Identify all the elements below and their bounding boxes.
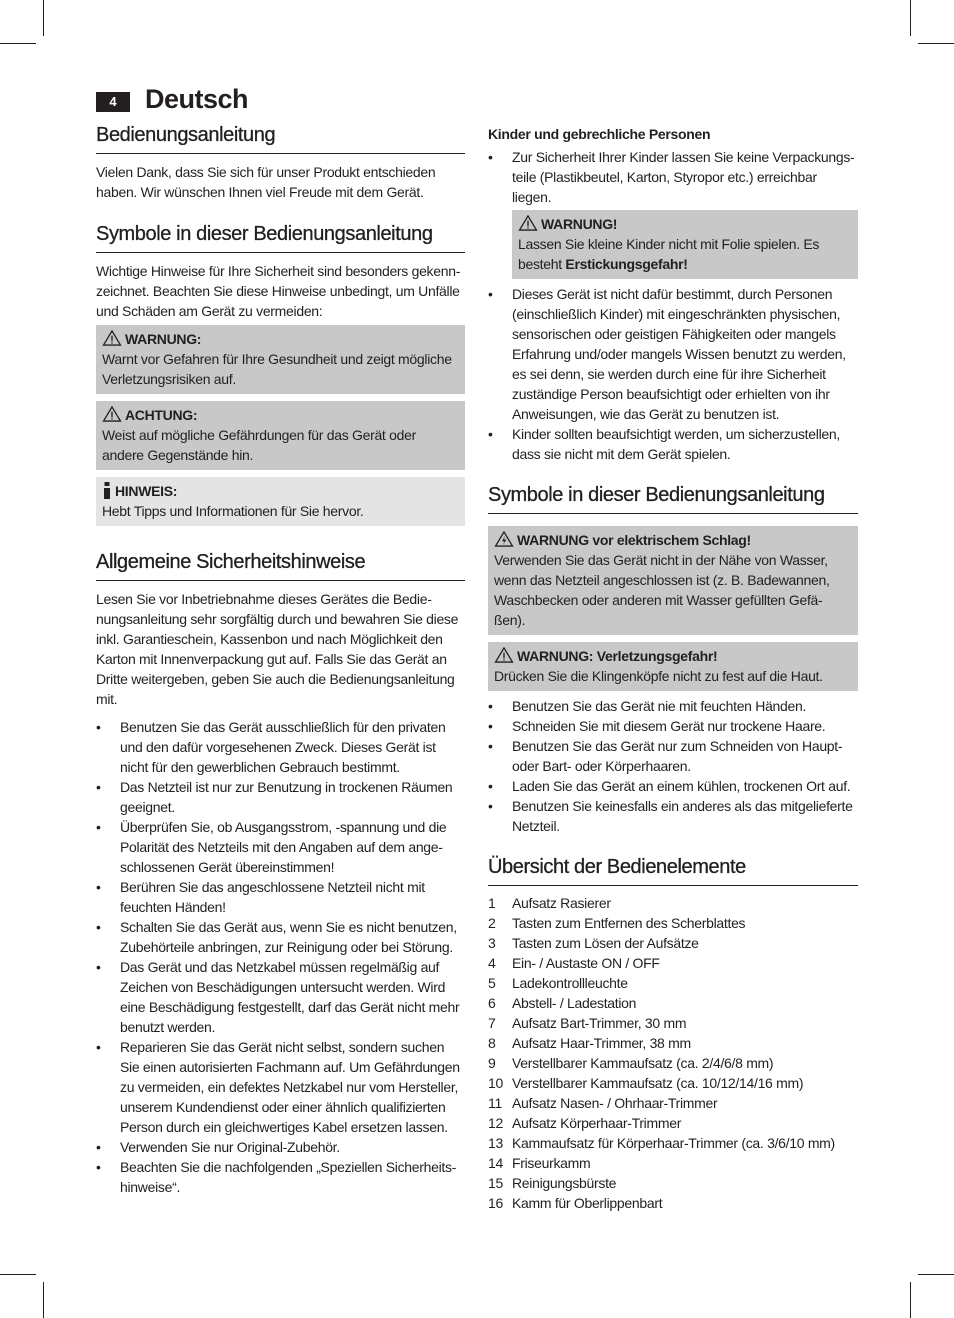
note-label: HINWEIS: [115, 483, 178, 499]
list-item: • Kinder sollten beaufsichtigt werden, um sicherzustellen, dass sie nicht mit dem Gerät spielen. [488, 424, 858, 464]
item-text: Aufsatz Nasen- / Ohrhaar-Trimmer [512, 1095, 718, 1111]
item-text: Verstellbarer Kammaufsatz (ca. 2/4/6/8 mm) [512, 1055, 774, 1071]
warning-text: Verwenden Sie das Gerät nicht in der Nähe von Wasser, wenn das Netzteil angeschlossen ist (z. B. Badewannen, Waschbecken oder anderen mit Wasser gefüllten Gefä-ßen). [494, 552, 830, 628]
caution-box [96, 401, 465, 470]
item-text: Reinigungsbürste [512, 1175, 617, 1191]
section-bedienungsanleitung [96, 124, 465, 202]
item-number: 8 [488, 1035, 496, 1051]
section-title: Symbole in dieser Bedienungsanleitung [96, 223, 465, 253]
section-title: Symbole in dieser Bedienungsanleitung [488, 484, 858, 514]
warning-label: WARNUNG vor elektrischem Schlag! [517, 532, 751, 548]
item-number: 16 [488, 1195, 503, 1211]
crop-mark [0, 1274, 36, 1275]
caution-triangle-icon [102, 406, 122, 422]
warning-text: Drücken Sie die Klingenköpfe nicht zu fest auf die Haut. [494, 668, 823, 684]
warning-emphasis: Erstickungsgefahr! [565, 256, 688, 272]
item-number: 1 [488, 895, 496, 911]
warning-label: WARNUNG: [125, 331, 202, 347]
list-item [488, 993, 858, 1013]
safety-list [96, 717, 465, 1197]
language-title: Deutsch [145, 84, 249, 114]
crop-mark [918, 1274, 954, 1275]
list-item: • Überprüfen Sie, ob Ausgangsstrom, -spannung und die Polarität des Netzteils mit den Angaben auf dem ange-schlossenen Gerät übereinstimmen! [96, 817, 465, 877]
list-item: • Das Netzteil ist nur zur Benutzung in trockenen Räumen geeignet. [96, 777, 465, 817]
list-item: • Schalten Sie das Gerät aus, wenn Sie es nicht benutzen, Zubehörteile anbringen, zur Reinigung oder bei Störung. [96, 917, 465, 957]
warning-box [96, 325, 465, 394]
item-number: 4 [488, 955, 496, 971]
parts-list [488, 893, 858, 1213]
item-number: 11 [488, 1095, 502, 1111]
list-item [488, 973, 858, 993]
list-item [488, 1033, 858, 1053]
warning-text: Warnt vor Gefahren für Ihre Gesundheit und zeigt mögliche Verletzungsrisiken auf. [102, 351, 452, 387]
list-item [488, 953, 858, 973]
list-item [488, 1053, 858, 1073]
warning-triangle-icon [518, 215, 538, 231]
note-text: Hebt Tipps und Informationen für Sie hervor. [102, 503, 364, 519]
item-text: Kammaufsatz für Körperhaar-Trimmer (ca. 3/6/10 mm) [512, 1135, 835, 1151]
list-item: • Beachten Sie die nachfolgenden „Speziellen Sicherheits-hinweise“. [96, 1157, 465, 1197]
item-text: Tasten zum Lösen der Aufsätze [512, 935, 699, 951]
crop-mark [0, 43, 36, 44]
note-box [96, 477, 465, 526]
subheading: Kinder und gebrechliche Personen [488, 126, 711, 142]
symbols-list [488, 696, 858, 836]
item-text: Ladekontrollleuchte [512, 975, 628, 991]
safety-intro-text: Lesen Sie vor Inbetriebnahme dieses Gerätes die Bedie-nungsanleitung sehr sorgfältig durch und bewahren Sie diese inkl. Garantieschein, Kassenbon und nach Möglichkeit den Karton mit Innenverpackung gut auf. Falls Sie das Gerät an Dritte weitergeben, geben Sie auch die Bedienungsanleitung mit. [96, 591, 459, 707]
item-number: 5 [488, 975, 496, 991]
item-text: Ein- / Austaste ON / OFF [512, 955, 660, 971]
warning-label: WARNUNG! [541, 216, 618, 232]
crop-mark [43, 1282, 44, 1318]
list-item: • Reparieren Sie das Gerät nicht selbst, sondern suchen Sie einen autorisierten Fachmann auf. Um Gefährdungen zu vermeiden, ein defektes Netzkabel nur vom Hersteller, unserem Kundendienst oder einer ähnlich qualifizierten Person durch ein gleichwertiges Kabel ersetzen lassen. [96, 1037, 465, 1137]
section-children [488, 124, 858, 207]
item-number: 14 [488, 1155, 503, 1171]
list-item: • Benutzen Sie das Gerät nur zum Schneiden von Haupt- oder Bart- oder Körperhaaren. [488, 736, 858, 776]
crop-mark [43, 0, 44, 36]
list-item: • Benutzen Sie das Gerät ausschließlich für den privaten und den dafür vorgesehenen Zweck. Dieses Gerät ist nicht für den gewerblichen Gebrauch bestimmt. [96, 717, 465, 777]
item-text: Abstell- / Ladestation [512, 995, 637, 1011]
list-item [488, 1133, 858, 1153]
intro-text: Vielen Dank, dass Sie sich für unser Produkt entschieden haben. Wir wünschen Ihnen viel Freude mit dem Gerät. [96, 164, 436, 200]
children-list-more [488, 284, 858, 464]
symbols-list-wrap [488, 696, 858, 836]
list-item: • Berühren Sie das angeschlossene Netzteil nicht mit feuchten Händen! [96, 877, 465, 917]
list-item: • Schneiden Sie mit diesem Gerät nur trockene Haare. [488, 716, 858, 736]
section-title: Bedienungsanleitung [96, 124, 465, 154]
section-overview [488, 856, 858, 1213]
warning-triangle-icon [494, 647, 514, 663]
crop-mark [918, 43, 954, 44]
list-item: • Dieses Gerät ist nicht dafür bestimmt, durch Personen (einschließlich Kinder) mit eingeschränkten physischen, sensorischen oder geistigen Fähigkeiten oder mangels Erfahrung und/oder mangels Wissen benutzt zu werden, es sei denn, sie werden durch eine für ihre Sicherheit zuständige Person beaufsichtigt oder erhielten von ihr Anweisungen, wie das Gerät zu benutzen ist. [488, 284, 858, 424]
item-number: 13 [488, 1135, 503, 1151]
item-number: 12 [488, 1115, 503, 1131]
info-icon [102, 482, 112, 499]
item-number: 6 [488, 995, 496, 1011]
children-warning-box [512, 210, 858, 279]
list-item: • Benutzen Sie keinesfalls ein anderes als das mitgelieferte Netzteil. [488, 796, 858, 836]
item-number: 3 [488, 935, 496, 951]
list-item [488, 1193, 858, 1213]
warning-triangle-icon [102, 330, 122, 346]
item-text: Aufsatz Körperhaar-Trimmer [512, 1115, 682, 1131]
list-item [488, 1173, 858, 1193]
warning-label: WARNUNG: Verletzungsgefahr! [517, 648, 718, 664]
section-title: Übersicht der Bedienelemente [488, 856, 858, 886]
section-general-safety [96, 551, 465, 1197]
page-number: 4 [96, 92, 130, 112]
list-item: • Das Gerät und das Netzkabel müssen regelmäßig auf Zeichen von Beschädigungen untersucht werden. Wird eine Beschädigung festgestellt, darf das Gerät nicht mehr benutzt werden. [96, 957, 465, 1037]
caution-text: Weist auf mögliche Gefährdungen für das Gerät oder andere Gegenstände hin. [102, 427, 416, 463]
caution-label: ACHTUNG: [125, 407, 198, 423]
item-text: Aufsatz Bart-Trimmer, 30 mm [512, 1015, 687, 1031]
item-number: 10 [488, 1075, 503, 1091]
warning-text: Lassen Sie kleine Kinder nicht mit Folie spielen. Es besteht [518, 236, 820, 272]
item-number: 7 [488, 1015, 496, 1031]
section-title: Allgemeine Sicherheitshinweise [96, 551, 465, 581]
list-item [488, 913, 858, 933]
children-list [488, 147, 858, 207]
list-item: • Benutzen Sie das Gerät nie mit feuchten Händen. [488, 696, 858, 716]
item-text: Aufsatz Rasierer [512, 895, 611, 911]
crop-mark [910, 0, 911, 36]
item-text: Verstellbarer Kammaufsatz (ca. 10/12/14/16 mm) [512, 1075, 804, 1091]
list-item [488, 1153, 858, 1173]
item-number: 2 [488, 915, 496, 931]
list-item [488, 1093, 858, 1113]
list-item: • Zur Sicherheit Ihrer Kinder lassen Sie keine Verpackungs-teile (Plastikbeutel, Karton, Styropor etc.) erreichbar liegen. [488, 147, 858, 207]
list-item [488, 933, 858, 953]
electric-warning-box [488, 526, 858, 635]
item-text: Tasten zum Entfernen des Scherblattes [512, 915, 746, 931]
electric-warning-icon [494, 531, 514, 547]
list-item: • Laden Sie das Gerät an einem kühlen, trockenen Ort auf. [488, 776, 858, 796]
list-item [488, 1073, 858, 1093]
item-text: Friseurkamm [512, 1155, 591, 1171]
list-item [488, 1113, 858, 1133]
section-symbols [96, 223, 465, 321]
item-text: Aufsatz Haar-Trimmer, 38 mm [512, 1035, 691, 1051]
list-item [488, 893, 858, 913]
crop-mark [910, 1282, 911, 1318]
list-item [488, 1013, 858, 1033]
item-text: Kamm für Oberlippenbart [512, 1195, 663, 1211]
item-number: 9 [488, 1055, 496, 1071]
injury-warning-box [488, 642, 858, 691]
symbols-intro-text: Wichtige Hinweise für Ihre Sicherheit sind besonders gekenn-zeichnet. Beachten Sie diese Hinweise unbedingt, um Unfälle und Schäden am Gerät zu vermeiden: [96, 263, 461, 319]
item-number: 15 [488, 1175, 503, 1191]
section-symbols-right [488, 484, 858, 514]
children-more [488, 284, 858, 464]
list-item: • Verwenden Sie nur Original-Zubehör. [96, 1137, 465, 1157]
